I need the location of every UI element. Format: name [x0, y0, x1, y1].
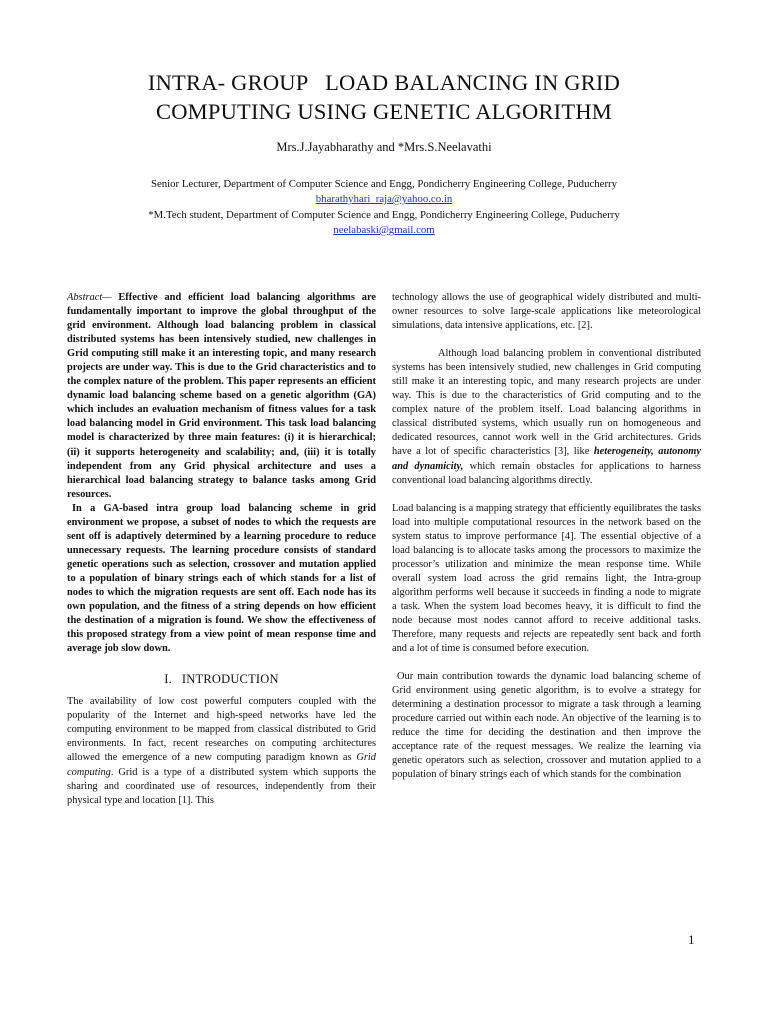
intro-text-emphasis: Grid computing — [67, 752, 376, 778]
right-text-2-emphasis: heterogeneity, autonomy and dynamicity, — [392, 446, 702, 472]
email-link-1[interactable]: bharathyhari_raja@yahoo.co.in — [315, 193, 453, 205]
page-number: 1 — [688, 932, 695, 947]
section-heading-introduction: I. INTRODUCTION — [164, 672, 279, 687]
right-paragraph-2 — [392, 347, 701, 487]
affiliation-block-2 — [60, 208, 708, 238]
affiliation-1: Senior Lecturer, Department of Computer Science and Engg, Pondicherry Engineering College, Puducherry — [150, 178, 618, 190]
intro-text-a: The availability of low cost powerful computers coupled with the popularity of the Internet and high-speed networks have led the computing environment to be mapped from classical distributed to Grid environments. In fact, recent researches on computing architectures allowed the emergence of a new computing paradigm known as — [67, 696, 376, 764]
right-text-2b: which remain obstacles for applications to harness conventional load balancing algorithms directly. — [392, 460, 701, 486]
paragraph-gap — [392, 333, 701, 347]
abstract — [67, 291, 376, 656]
right-paragraph-3: Load balancing is a mapping strategy that efficiently equilibrates the tasks load into multiple computational resources in the network based on the system status to improve performance [4]. The essential objective of a load balancing is to allocate tasks among the processors to maximize the processor’s utilization and minimize the mean response time. While overall system load across the grid remains light, the Intra-group algorithm performs well because it succeeds in finding a node to migrate a task. When the system load becomes heavy, it is difficult to find the node because most nodes cannot afford to receive additional tasks. Therefore, many requests and rejects are repeatedly sent back and forth and a lot of time is consumed before execution. — [392, 502, 701, 655]
right-text-2a: Although load balancing problem in conventional distributed systems has been intensively studied, new challenges in Grid computing still make it an interesting topic, and many research projects are under way. This is due to the characteristics of Grid computing and to the complex nature of the problem itself. Load balancing algorithms in classical distributed systems, which usually run on homogeneous and dedicated resources, cannot work well in the Grid architectures. Grids have a lot of specific characteristics [3], like — [392, 348, 701, 458]
abstract-paragraph-2: In a GA-based intra group load balancing scheme in grid environment we propose, a subset of nodes to which the requests are sent off is adaptively determined by a learning procedure to reduce unnecessary requests. The learning procedure consists of standard genetic operations such as selection, crossover and mutation applied to a population of binary strings each of which stands for a list of nodes to which the migration requests are sent off. Each node has its own population, and the fitness of a string depends on how efficient the destination of a migration is found. We show the effectiveness of this proposed strategy from a view point of mean response time and average job slow down. — [67, 502, 376, 655]
paragraph-gap — [392, 656, 701, 670]
authors: Mrs.J.Jayabharathy and *Mrs.S.Neelavathi — [276, 140, 492, 154]
abstract-label: Abstract— — [67, 292, 112, 303]
right-column — [392, 291, 701, 783]
title-line-1: INTRA- GROUP LOAD BALANCING IN GRID — [147, 70, 621, 95]
right-paragraph-1: technology allows the use of geographical widely distributed and multi-owner resources to solve large-scale applications like meteorological simulations, data intensive applications, etc. [2]. — [392, 292, 701, 332]
abstract-text-1: Effective and efficient load balancing algorithms are fundamentally important to improve the global throughput of the grid environment. Although load balancing problem in classical distributed systems has been intensively studied, new challenges in Grid computing still make it an interesting topic, and many research projects are under way. This is due to the Grid characteristics and to the complex nature of the problem. This paper represents an efficient dynamic load balancing scheme based on a genetic algorithm (GA) which includes an evaluation mechanism of fitness values for a task load balancing model in Grid environment. This task load balancing model is characterized by three main features: (i) it is hierarchical; (ii) it supports heterogeneity and scalability; and, (iii) it is totally independent from any Grid physical architecture and uses a hierarchical load balancing strategy to balance tasks among Grid resources. — [67, 292, 376, 500]
paper-title — [60, 68, 708, 126]
email-link-2[interactable]: neelabaski@gmail.com — [333, 224, 435, 236]
affiliation-2: *M.Tech student, Department of Computer Science and Engg, Pondicherry Engineering College, Puducherry — [148, 209, 620, 221]
abstract-paragraph-1 — [67, 291, 376, 502]
intro-paragraph-1 — [67, 695, 376, 807]
right-paragraph-4: Our main contribution towards the dynamic load balancing scheme of Grid environment using genetic algorithm, is to evolve a strategy for determining a destination processor to migrate a task through a learning procedure carried out within each node. An objective of the learning is to reduce the time for deciding the destination and then improve the acceptance rate of the request messages. We realize the learning via genetic operators such as selection, crossover and mutation applied to a population of binary strings each of which stands for the combination — [392, 671, 701, 781]
paragraph-gap — [392, 488, 701, 502]
intro-text-b: . Grid is a type of a distributed system which supports the sharing and coordinated use of resources, independently from their physical type and location [1]. This — [67, 766, 376, 806]
left-column — [67, 291, 376, 808]
title-line-2: COMPUTING USING GENETIC ALGORITHM — [156, 99, 612, 124]
affiliation-block-1 — [60, 177, 708, 207]
